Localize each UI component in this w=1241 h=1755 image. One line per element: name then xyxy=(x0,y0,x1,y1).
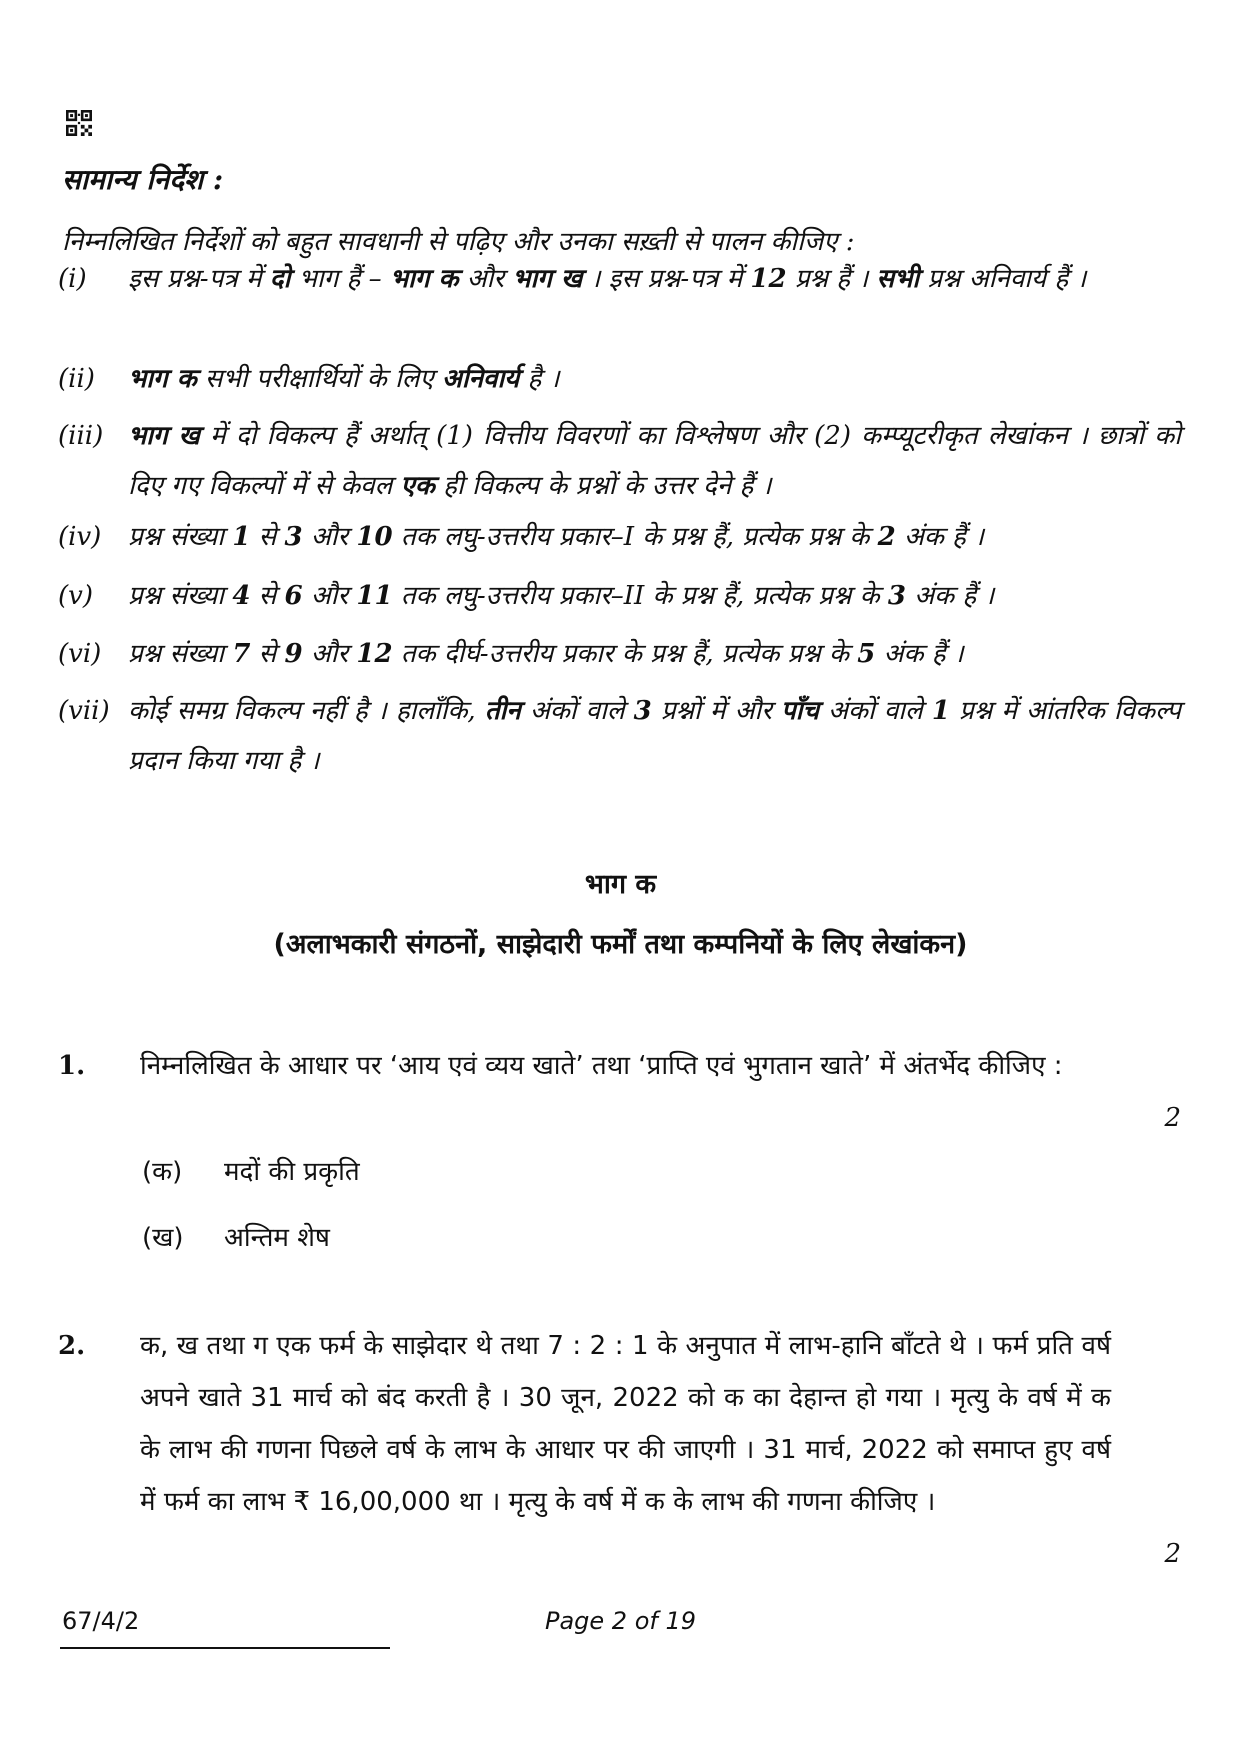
instructions-intro: निम्नलिखित निर्देशों को बहुत सावधानी से पढ़िए और उनका सख़्ती से पालन कीजिए : xyxy=(62,227,855,257)
subpart-item xyxy=(142,1152,360,1188)
instruction-number: (vi) xyxy=(58,639,102,669)
question-2 xyxy=(58,1320,1181,1569)
instruction-item xyxy=(58,629,1181,679)
question-marks: 2 xyxy=(1164,1103,1181,1133)
instruction-item xyxy=(58,686,1181,786)
instruction-text: भाग ख में दो विकल्प हैं अर्थात् (1) वित्तीय विवरणों का विश्लेषण और (2) कम्प्यूटरीकृत लेखांकन । छात्रों को दिए गए विकल्पों में से केवल एक ही विकल्प के प्रश्नों के उत्तर देने हैं । xyxy=(128,421,1181,501)
section-title: भाग क xyxy=(584,869,657,900)
instruction-text: प्रश्न संख्या 7 से 9 और 12 तक दीर्घ-उत्तरीय प्रकार के प्रश्न हैं, प्रत्येक प्रश्न के 5 अंक हैं । xyxy=(128,639,964,669)
instruction-text: भाग क सभी परीक्षार्थियों के लिए अनिवार्य है । xyxy=(128,364,560,394)
instruction-number: (vii) xyxy=(58,696,110,726)
qr-code-icon xyxy=(66,110,92,136)
instruction-item xyxy=(58,354,1181,404)
instruction-text: प्रश्न संख्या 1 से 3 और 10 तक लघु-उत्तरीय प्रकार–I के प्रश्न हैं, प्रत्येक प्रश्न के 2 अंक हैं । xyxy=(128,522,984,552)
question-text: क, ख तथा ग एक फर्म के साझेदार थे तथा 7 : 2 : 1 के अनुपात में लाभ-हानि बाँटते थे । फर्म प्रति वर्ष अपने खाते 31 मार्च को बंद करती है । 30 जून, 2022 को क का देहान्त हो गया । मृत्यु के वर्ष में क के लाभ की गणना पिछले वर्ष के लाभ के आधार पर की जाएगी । 31 मार्च, 2022 को समाप्त हुए वर्ष में फर्म का लाभ ₹ 16,00,000 था । मृत्यु के वर्ष में क के लाभ की गणना कीजिए । xyxy=(140,1331,1111,1517)
subpart-text: अन्तिम शेष xyxy=(224,1223,330,1253)
subpart-text: मदों की प्रकृति xyxy=(224,1157,360,1187)
footer-divider xyxy=(60,1647,390,1649)
instruction-number: (i) xyxy=(58,264,87,294)
instruction-item xyxy=(58,571,1181,621)
section-subtitle: (अलाभकारी संगठनों, साझेदारी फर्मों तथा कम्पनियों के लिए लेखांकन) xyxy=(273,929,968,960)
instruction-number: (v) xyxy=(58,581,93,611)
subpart-label: (ख) xyxy=(142,1223,184,1253)
instruction-number: (ii) xyxy=(58,364,95,394)
question-marks: 2 xyxy=(1164,1539,1181,1569)
instruction-item xyxy=(58,512,1181,562)
subpart-label: (क) xyxy=(142,1157,183,1187)
question-number: 2. xyxy=(58,1331,86,1361)
instruction-text: प्रश्न संख्या 4 से 6 और 11 तक लघु-उत्तरीय प्रकार–II के प्रश्न हैं, प्रत्येक प्रश्न के 3 अंक हैं । xyxy=(128,581,995,611)
instruction-item xyxy=(58,411,1181,511)
instruction-text: कोई समग्र विकल्प नहीं है । हालाँकि, तीन अंकों वाले 3 प्रश्नों में और पाँच अंकों वाले 1 प्रश्न में आंतरिक विकल्प प्रदान किया गया है । xyxy=(128,696,1182,776)
instruction-item xyxy=(58,254,1181,304)
paper-code: 67/4/2 xyxy=(62,1607,140,1635)
question-number: 1. xyxy=(58,1051,86,1081)
instructions-heading: सामान्य निर्देश : xyxy=(62,163,224,196)
page-number: Page 2 of 19 xyxy=(544,1607,696,1635)
instruction-text: इस प्रश्न-पत्र में दो भाग हैं – भाग क और भाग ख । इस प्रश्न-पत्र में 12 प्रश्न हैं । सभी प्रश्न अनिवार्य हैं । xyxy=(128,264,1087,294)
instruction-number: (iv) xyxy=(58,522,102,552)
question-text: निम्नलिखित के आधार पर ‘आय एवं व्यय खाते’ तथा ‘प्राप्ति एवं भुगतान खाते’ में अंतर्भेद कीजिए : xyxy=(140,1051,1063,1081)
instruction-number: (iii) xyxy=(58,421,104,451)
subpart-item xyxy=(142,1218,330,1254)
question-1 xyxy=(58,1040,1181,1133)
